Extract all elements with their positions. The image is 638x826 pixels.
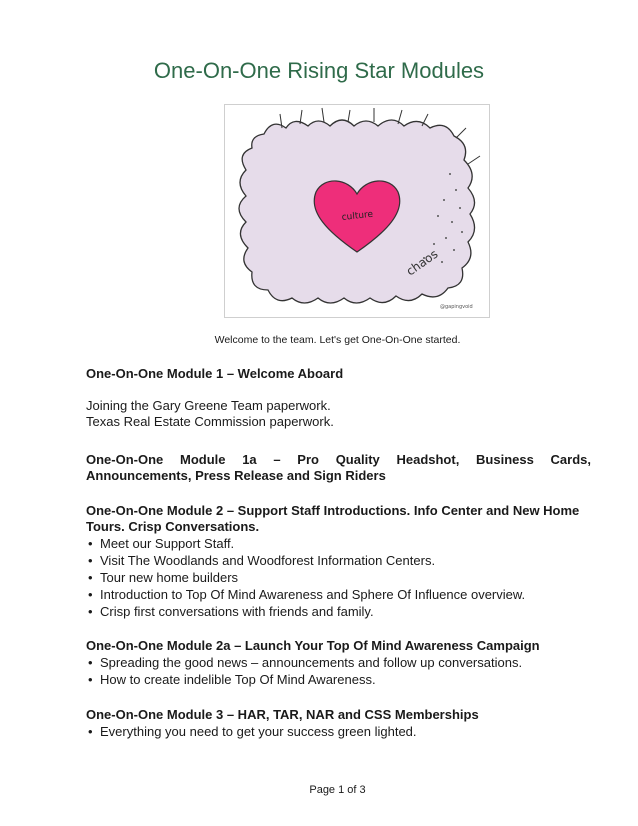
welcome-text: Welcome to the team. Let's get One-On-One started. (214, 334, 461, 346)
module-1-heading: One-On-One Module 1 – Welcome Aboard (86, 366, 344, 381)
module-1a-section (86, 452, 591, 484)
module-2-bullet: • Crisp first conversations with friends and family. (86, 603, 591, 620)
module-2a-section (86, 638, 591, 688)
module-2-section (86, 503, 591, 620)
module-1-section (86, 366, 591, 430)
module-2-bullet: • Meet our Support Staff. (86, 535, 591, 552)
credit-label: @gapingvoid (440, 304, 473, 310)
module-1a-heading: One-On-One Module 1a – Pro Quality Headshot, Business Cards, Announcements, Press Release and Sign Riders (86, 452, 591, 483)
page-title: One-On-One Rising Star Modules (153, 58, 485, 83)
module-2a-bullet: • How to create indelible Top Of Mind Awareness. (86, 671, 591, 688)
module-3-bullet: • Everything you need to get your success green lighted. (86, 723, 591, 740)
module-2a-bullet: • Spreading the good news – announcements and follow up conversations. (86, 654, 591, 671)
module-3-heading: One-On-One Module 3 – HAR, TAR, NAR and CSS Memberships (86, 707, 479, 722)
culture-chaos-illustration (224, 104, 490, 318)
module-2-bullet: • Tour new home builders (86, 569, 591, 586)
page-number: Page 1 of 3 (309, 784, 366, 796)
module-1-line-1: Joining the Gary Greene Team paperwork. (86, 398, 331, 413)
module-2-bullet: • Introduction to Top Of Mind Awareness and Sphere Of Influence overview. (86, 586, 591, 603)
module-1-line-2: Texas Real Estate Commission paperwork. (86, 414, 334, 429)
module-2-bullet: • Visit The Woodlands and Woodforest Information Centers. (86, 552, 591, 569)
chaos-label: chaos (403, 246, 441, 279)
module-2a-heading: One-On-One Module 2a – Launch Your Top Of Mind Awareness Campaign (86, 638, 540, 653)
heart-label: culture (341, 209, 374, 223)
module-3-section (86, 707, 591, 740)
module-2-heading: One-On-One Module 2 – Support Staff Introductions. Info Center and New Home Tours. Crisp Conversations. (86, 503, 580, 534)
